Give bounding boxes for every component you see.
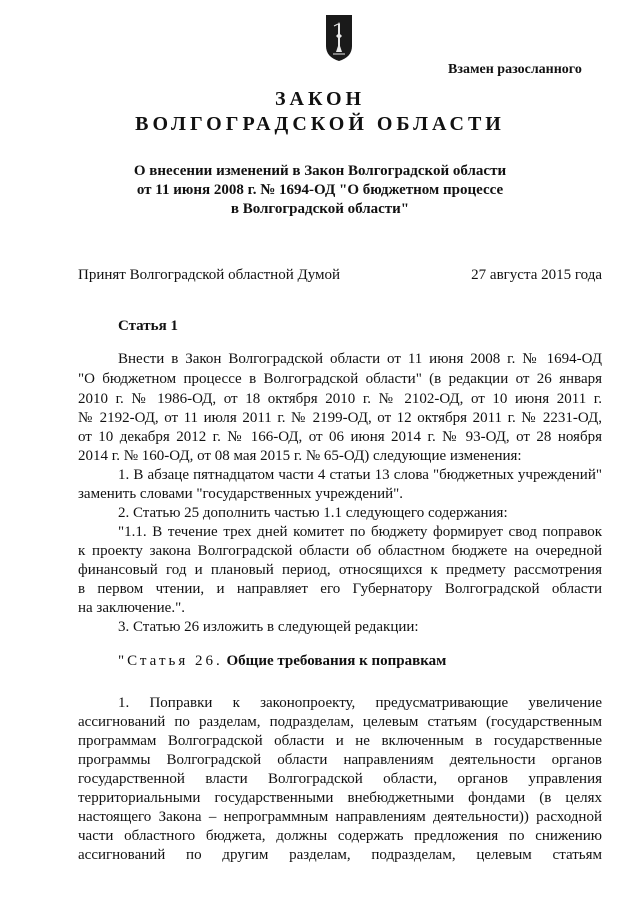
article-26-heading	[118, 652, 602, 670]
law-subtitle-line: от 11 июня 2008 г. № 1694-ОД "О бюджетном процессе	[136, 182, 504, 198]
body-line: заменить словами "государственных учреждений".	[78, 486, 404, 502]
body-line: 3. Статью 26 изложить в следующей редакции:	[118, 619, 419, 635]
body-line: 2010 г. № 1986-ОД, от 18 октября 2010 г. № 2102-ОД, от 10 июня 2011 г.	[78, 391, 602, 407]
body-line: ассигнований по другим разделам, подразделам, целевым статьям	[78, 847, 602, 863]
body-line: 1. В абзаце пятнадцатом части 4 статьи 13 слова "бюджетных учреждений"	[118, 467, 602, 483]
law-region-title: ВОЛГОГРАДСКОЙ ОБЛАСТИ	[135, 113, 505, 135]
article-26-prefix: "Статья 26.	[118, 653, 223, 669]
coat-of-arms-icon	[325, 14, 353, 62]
coat-of-arms-emblem	[325, 14, 353, 62]
body-line: № 2192-ОД, от 11 июля 2011 г. № 2199-ОД, от 12 октября 2011 г. № 2231-ОД,	[78, 410, 602, 426]
body-line: территориальными государственными внебюджетными фондами (в целях	[78, 790, 602, 806]
article-26-title: Общие требования к поправкам	[226, 653, 447, 669]
replacement-note: Взамен разосланного	[448, 62, 582, 77]
body-line: части областного бюджета, должны содержать предложения по снижению	[78, 828, 602, 844]
adopted-by-text: Принят Волгоградской областной Думой	[78, 267, 341, 283]
body-line: 2. Статью 25 дополнить частью 1.1 следующего содержания:	[118, 505, 508, 521]
law-subtitle-line: в Волгоградской области"	[230, 201, 410, 217]
law-subtitle-line: О внесении изменений в Закон Волгоградской области	[133, 163, 507, 179]
body-line: "1.1. В течение трех дней комитет по бюджету формирует свод поправок	[118, 524, 602, 540]
body-line: государственной власти Волгоградской области, органов управления	[78, 771, 602, 787]
body-line: программам Волгоградской области и не включенным в государственные	[78, 733, 602, 749]
adoption-date: 27 августа 2015 года	[471, 267, 602, 283]
body-line: настоящего Закона – непрограммным направлениям деятельности)) расходной	[78, 809, 602, 825]
body-line: на заключение.".	[78, 600, 185, 616]
body-line: ассигнований по разделам, подразделам, целевым статьям (государственным	[78, 714, 602, 730]
body-line: 2014 г. № 160-ОД, от 08 мая 2015 г. № 65-ОД) следующие изменения:	[78, 448, 522, 464]
body-line: Внести в Закон Волгоградской области от 11 июня 2008 г. № 1694-ОД	[118, 351, 602, 367]
body-line: 1. Поправки к законопроекту, предусматривающие увеличение	[118, 695, 602, 711]
body-line: от 10 декабря 2012 г. № 166-ОД, от 06 июня 2014 г. № 93-ОД, от 28 ноября	[78, 429, 602, 445]
body-line: программы Волгоградской области направлениям деятельности органов	[78, 752, 602, 768]
body-line: финансовый год и плановый период, относящихся к предмету рассмотрения	[78, 562, 602, 578]
body-line: в первом чтении, и направляет его Губернатору Волгоградской области	[78, 581, 602, 597]
article-1-heading: Статья 1	[118, 318, 178, 334]
body-line: к проекту закона Волгоградской области об областном бюджете на очередной	[78, 543, 602, 559]
law-title: ЗАКОН	[274, 88, 366, 110]
body-line: "О бюджетном процессе в Волгоградской области" (в редакции от 26 января	[78, 371, 602, 387]
